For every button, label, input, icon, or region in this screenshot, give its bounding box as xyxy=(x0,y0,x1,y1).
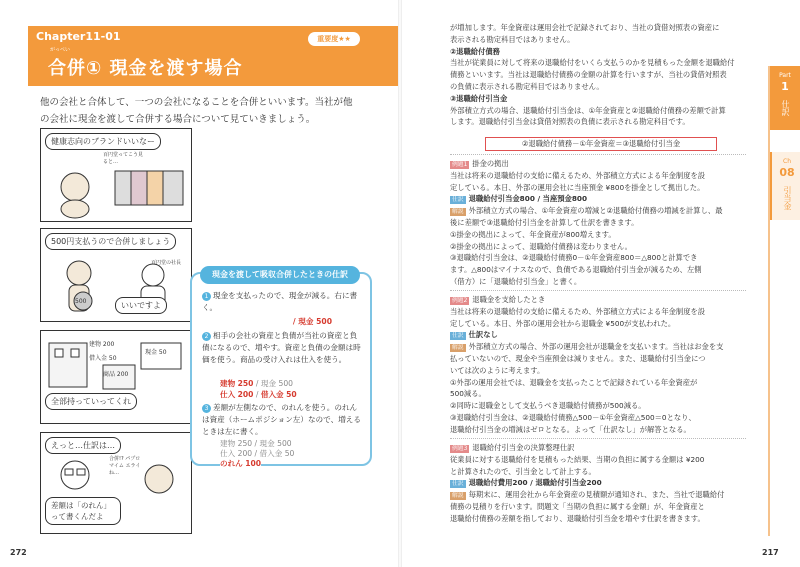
reply-bubble: いいですよ xyxy=(115,297,167,314)
text-line: 当社が従業員に対して将来の退職給付をいくら支払うのかを見積もった金額を退職給付 xyxy=(450,58,735,68)
page-title: 合併① 現金を渡す場合 xyxy=(48,58,243,79)
president-label: 百円堂の社長 xyxy=(151,260,182,266)
text-line: 債務といいます。当社は退職給付債務の金額の計算を行いますが、当社の貸借対照表 xyxy=(450,70,727,80)
journal-step-2 xyxy=(202,330,362,366)
journal-entry-row: 建物 250 / 現金 500 xyxy=(220,379,293,388)
example-head: 掛金の拠出 xyxy=(472,159,509,168)
speech-bubble: えっと…仕訳は… xyxy=(45,437,121,454)
example-tag: 例題3 xyxy=(452,446,468,452)
text-line: ます。△800はマイナスなので、負債である退職給付引当金が減るため、左側 xyxy=(450,265,702,275)
entry-account: 現金 xyxy=(260,379,277,388)
kaisetsu-tag: 解説 xyxy=(452,345,464,352)
entry-amount: 200 xyxy=(237,449,253,458)
text-line: いては次のように考えます。 xyxy=(450,365,545,375)
step-number: 3 xyxy=(202,404,211,413)
loan-label: 借入金 50 xyxy=(89,355,117,362)
manga-panel-2 xyxy=(40,228,192,322)
cash-label: 現金 50 xyxy=(145,349,167,356)
text-line: ①掛金の拠出によって、年金資産が800増えます。 xyxy=(450,229,616,239)
text-line: ②掛金の拠出によって、退職給付債務は変わりません。 xyxy=(450,241,632,251)
entry-account: 建物 xyxy=(220,379,236,388)
entry-account: 仕入 xyxy=(220,449,236,458)
text-line: 外部積立方式の場合、外部の運用会社が退職金を支払います。当社はお金を支 xyxy=(468,342,724,352)
journal-entry-cash: / 現金 500 xyxy=(292,317,332,326)
chapter-tab[interactable] xyxy=(770,152,800,220)
step-text: 現金を支払ったので、現金が減る。右に書く。 xyxy=(202,291,358,312)
text-line: ③退職給付引当金は、②退職給付債務△500－①年金資産△500＝0となり、 xyxy=(450,412,696,422)
subheading: ②退職給付債務 xyxy=(450,46,500,56)
entry-amount: 500 xyxy=(277,439,292,448)
shiwake-tag: 仕訳 xyxy=(452,197,464,204)
entry-amount: 500 xyxy=(278,379,293,388)
text-line: 表示される勘定科目ではありません。 xyxy=(450,34,575,44)
chapter-header xyxy=(28,26,398,86)
subheading: ③退職給付引当金 xyxy=(450,93,508,103)
text-line: 退職給付引当金の増減はゼロとなる。よって「仕訳なし」が解答となる。 xyxy=(450,424,691,434)
journal-entry-row: 建物 250 / 現金 500 xyxy=(220,439,292,448)
text-line: 定している。本日、外部の運用会社に当座預金 ¥800を掛金として拠出した。 xyxy=(450,182,705,192)
text-line: （借方）に「退職給付引当金」と書く。 xyxy=(450,276,582,286)
goods-label: 商品 200 xyxy=(103,371,129,378)
manga-panel-1 xyxy=(40,128,192,222)
step-text: 差額が左側なので、のれんを使う。のれんは資産（ホームポジション左）なので、増えるときは左に書く。 xyxy=(202,403,361,436)
speech-bubble: 健康志向のブランドいいなー xyxy=(45,133,161,150)
entry-account: 現金 xyxy=(259,439,275,448)
title-ruby: がっぺい xyxy=(50,47,71,53)
entry-amount: 200 xyxy=(237,390,254,399)
entry-account: 仕入 xyxy=(220,390,236,399)
entry-amount: 250 xyxy=(237,379,254,388)
note-text: 百円堂ってこう見ると… xyxy=(103,152,144,165)
manga-panel-4 xyxy=(40,432,192,534)
divider xyxy=(450,154,746,155)
divider xyxy=(450,438,746,439)
kaisetsu-tag: 解説 xyxy=(452,493,464,500)
text-line: 外部積立方式の場合、退職給付引当金は、①年金資産と②退職給付債務の差額で計算 xyxy=(450,105,726,115)
text-line: 毎期末に、運用会社から年金資産の見積額が通知され、また、当社で退職給付 xyxy=(468,490,725,500)
tab-number: 1 xyxy=(781,80,789,93)
entry-account: のれん xyxy=(220,459,243,468)
speech-bubble: 全部持っていってくれ xyxy=(45,393,137,410)
shiwake-entry: 仕訳なし xyxy=(468,330,498,340)
text-line: します。退職給付引当金は貸借対照表の負債に表示される勘定科目です。 xyxy=(450,117,690,127)
journal-step-1 xyxy=(202,290,362,314)
text-line: 外部積立方式の場合、①年金資産の増減と②退職給付債務の増減を計算し、最 xyxy=(468,206,723,216)
example-tag: 例題1 xyxy=(452,162,468,168)
text-line: 後に差額で③退職給付引当金を計算して仕訳を書きます。 xyxy=(450,217,639,227)
page-number: 217 xyxy=(762,548,779,557)
entry-amount: 50 xyxy=(286,390,297,399)
right-page xyxy=(400,0,800,567)
shiwake-entry: 退職給付引当金800 / 当座預金800 xyxy=(468,194,588,204)
text-line: 退職給付債務の差額を指しており、退職給付引当金を増やす仕訳を書きます。 xyxy=(450,513,705,523)
text-line: が増加します。年金資産は運用会社で記録されており、当社の貸借対照表の資産に xyxy=(450,23,720,32)
divider xyxy=(450,290,746,291)
entry-amount: 100 xyxy=(245,459,262,468)
tab-label: 仕訳 xyxy=(781,100,790,116)
text-line: 当社は将来の退職給付の支給に備えるため、外部積立方式による年金制度を設 xyxy=(450,306,706,316)
shiwake-entry: 退職給付費用200 / 退職給付引当金200 xyxy=(468,478,602,488)
tab-top: Ch xyxy=(783,158,791,165)
text-line: 債務の見積りを行います。問題文「当期の負担に属する金額」が、年金資産と xyxy=(450,501,705,511)
text-line: ①外部の運用会社では、退職金を支払ったことで記録されている年金資産が xyxy=(450,377,698,387)
example-1 xyxy=(450,158,746,288)
text-line: ③退職給付引当金は、②退職給付債務0－①年金資産800＝△800と計算でき xyxy=(450,253,698,263)
tab-top: Part xyxy=(779,72,791,79)
importance-badge: 重要度★★ xyxy=(308,32,360,46)
example-head: 退職金を支給したとき xyxy=(472,295,546,304)
entry-amount: 250 xyxy=(237,439,253,448)
manga-panel-3 xyxy=(40,330,192,424)
speech-bubble: 差額は「のれん」って書くんだよ xyxy=(45,497,121,525)
entry-account: 借入金 xyxy=(260,390,284,399)
speech-bubble: 500円支払うので合併しましょう xyxy=(45,233,176,250)
example-head: 退職給付引当金の決算整理仕訳 xyxy=(472,443,575,452)
step-number: 1 xyxy=(202,292,211,301)
formula-box: ②退職給付債務－①年金資産＝③退職給付引当金 xyxy=(485,137,717,151)
journal-entry-row xyxy=(220,458,261,469)
chapter-number: Chapter11-01 xyxy=(36,30,121,43)
step-text: 相手の会社の資産と負債が当社の資産と負債になるので、増やす。資産と負債の金額は時価を使う。商品の受け入れは仕入を使う。 xyxy=(202,331,361,364)
journal-entry-row: 仕入 200 / 借入金 50 xyxy=(220,390,297,399)
text-line: 500減る。 xyxy=(450,389,486,399)
text-line: と計算されたので、引当金として計上する。 xyxy=(450,466,596,476)
journal-entry-row: 仕入 200 / 借入金 50 xyxy=(220,449,295,458)
entry-account: 建物 xyxy=(220,439,236,448)
side-rule xyxy=(768,66,770,536)
shopping-illustration xyxy=(45,157,187,219)
kaisetsu-tag: 解説 xyxy=(452,209,464,216)
text-line: の負債に表示される勘定科目ではありません。 xyxy=(450,81,604,91)
step-number: 2 xyxy=(202,332,211,341)
example-3 xyxy=(450,442,746,525)
page-number: 272 xyxy=(10,548,27,557)
part-tab[interactable] xyxy=(770,66,800,130)
shiwake-tag: 仕訳 xyxy=(452,481,464,488)
text-line: ②同時に退職金として支払うべき退職給付債務が500減る。 xyxy=(450,401,646,411)
sub-text: 合併!? パプロマイム エライね… xyxy=(109,456,141,476)
entry-amount: 50 xyxy=(284,449,295,458)
intro-line: 他の会社と合体して、一つの会社になることを合併といいます。当社が他 xyxy=(40,97,353,108)
tab-label: 引当金 xyxy=(783,186,792,210)
example-tag: 例題2 xyxy=(452,298,468,304)
intro-line: の会社に現金を渡して合併する場合について見ていきましょう。 xyxy=(40,114,316,125)
coin-label: 500 xyxy=(75,298,87,305)
tab-number: 08 xyxy=(779,166,795,179)
shiwake-tag: 仕訳 xyxy=(452,333,464,340)
journal-box xyxy=(190,272,372,466)
text-line: 従業員に対する退職給付を見積もった結果、当期の負担に属する金額は ¥200 xyxy=(450,454,705,464)
text-line: 当社は将来の退職給付の支給に備えるため、外部積立方式による年金制度を設 xyxy=(450,170,706,180)
intro-paragraphs xyxy=(450,22,746,128)
entry-account: 借入金 xyxy=(259,449,283,458)
journal-step-3 xyxy=(202,402,362,438)
example-2 xyxy=(450,294,746,436)
building-label: 建物 200 xyxy=(89,341,115,348)
text-line: 払っていないので、現金や当座預金は減りません。また、退職給付引当金につ xyxy=(450,353,706,363)
text-line: 定している。本日、外部の運用会社から退職金 ¥500が支払われた。 xyxy=(450,318,676,328)
intro-text xyxy=(40,94,370,128)
journal-title: 現金を渡して吸収合併したときの仕訳 xyxy=(200,266,360,284)
